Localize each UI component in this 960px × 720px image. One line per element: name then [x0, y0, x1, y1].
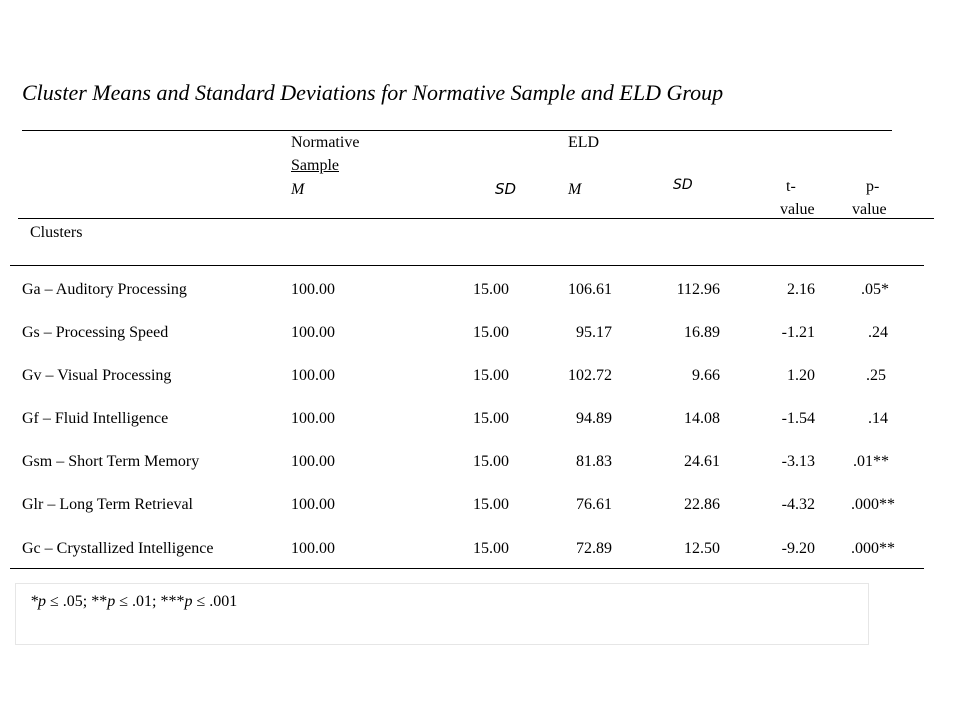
normative-mean: 100.00: [291, 324, 335, 341]
p-value: .000**: [851, 496, 895, 513]
t-value: -3.13: [781, 453, 815, 470]
eld-sd: 24.61: [684, 453, 720, 470]
eld-sd: 12.50: [684, 540, 720, 557]
note-lead: *: [30, 593, 38, 610]
normative-sd: 15.00: [473, 453, 509, 470]
note-t2: ≤ .01; ***: [115, 593, 185, 610]
normative-sd: 15.00: [473, 281, 509, 298]
cluster-name: Gs – Processing Speed: [22, 324, 169, 341]
normative-mean: 100.00: [291, 496, 335, 513]
normative-mean: 100.00: [291, 540, 335, 557]
p-value: .25: [866, 367, 886, 384]
note-t3: ≤ .001: [192, 593, 238, 610]
eld-sd: 22.86: [684, 496, 720, 513]
cluster-name: Ga – Auditory Processing: [22, 281, 187, 298]
t-value: -1.54: [781, 410, 815, 427]
note-p3: p: [184, 593, 193, 610]
cluster-name: Glr – Long Term Retrieval: [22, 496, 193, 513]
eld-sd: 16.89: [684, 324, 720, 341]
eld-mean: 94.89: [576, 410, 612, 427]
note-p1: p: [38, 593, 46, 610]
norm-m-header: M: [291, 181, 305, 198]
eld-sd-header: SD: [673, 177, 693, 193]
normative-sd: 15.00: [473, 540, 509, 557]
normative-mean: 100.00: [291, 453, 335, 470]
significance-note: [30, 593, 237, 611]
clusters-rule: [10, 265, 924, 266]
t-value: 2.16: [787, 281, 815, 298]
t-value: -4.32: [781, 496, 815, 513]
t-value: -9.20: [781, 540, 815, 557]
eld-mean: 72.89: [576, 540, 612, 557]
normative-mean: 100.00: [291, 410, 335, 427]
eld-sd: 112.96: [676, 281, 720, 298]
cluster-name: Gsm – Short Term Memory: [22, 453, 200, 470]
p-value: .000**: [851, 540, 895, 557]
p-header-line1: p-: [866, 178, 880, 195]
normative-sd: 15.00: [473, 496, 509, 513]
normative-sd: 15.00: [473, 367, 509, 384]
p-value: .14: [868, 410, 888, 427]
t-value: -1.21: [781, 324, 815, 341]
t-header-line2: value: [780, 201, 815, 218]
cluster-name: Gv – Visual Processing: [22, 367, 172, 384]
header-rule: [18, 218, 934, 219]
eld-mean: 81.83: [576, 453, 612, 470]
p-header-line2: value: [852, 201, 887, 218]
p-value: .24: [868, 324, 888, 341]
normative-mean: 100.00: [291, 367, 335, 384]
normative-header-line1: Normative: [291, 134, 360, 151]
clusters-header: Clusters: [30, 224, 83, 241]
table-title: Cluster Means and Standard Deviations for Normative Sample and ELD Group: [22, 80, 724, 105]
note-t1: ≤ .05; **: [46, 593, 108, 610]
normative-sd: 15.00: [473, 324, 509, 341]
eld-mean: 95.17: [576, 324, 612, 341]
eld-mean: 106.61: [568, 281, 612, 298]
cluster-name: Gc – Crystallized Intelligence: [22, 540, 214, 557]
eld-header: ELD: [568, 134, 600, 151]
cluster-name: Gf – Fluid Intelligence: [22, 410, 169, 427]
top-rule: [22, 130, 892, 131]
eld-m-header: M: [568, 181, 582, 198]
norm-sd-header: SD: [495, 180, 517, 198]
normative-sd: 15.00: [473, 410, 509, 427]
bottom-rule: [10, 568, 924, 569]
p-value: .05*: [861, 281, 889, 298]
eld-sd: 9.66: [692, 367, 720, 384]
eld-mean: 76.61: [576, 496, 612, 513]
normative-mean: 100.00: [291, 281, 335, 298]
t-header-line1: t-: [786, 178, 796, 195]
normative-header-line2: Sample: [291, 157, 339, 174]
eld-mean: 102.72: [568, 367, 612, 384]
eld-sd: 14.08: [684, 410, 720, 427]
t-value: 1.20: [787, 367, 815, 384]
note-p2: p: [107, 593, 116, 610]
p-value: .01**: [853, 453, 889, 470]
